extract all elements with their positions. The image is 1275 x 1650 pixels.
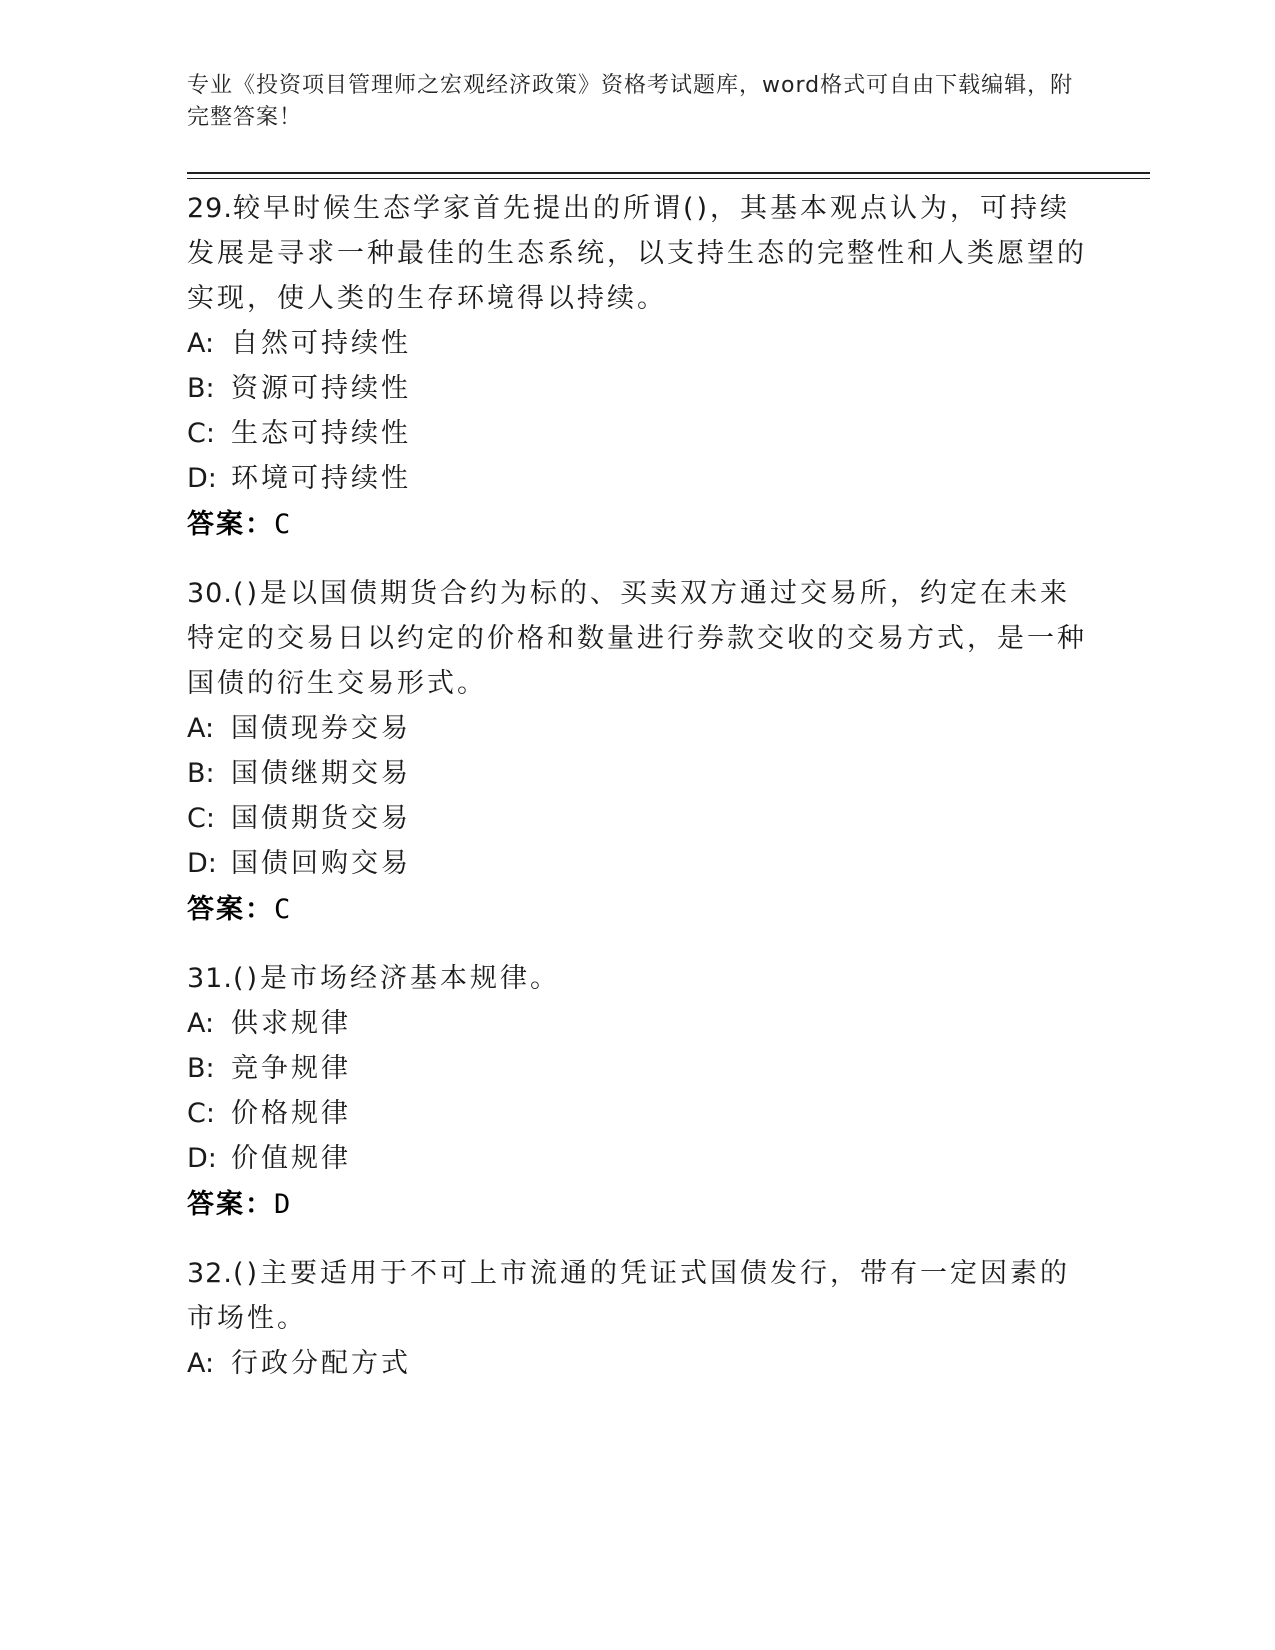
option-text: 资源可持续性 bbox=[231, 373, 411, 404]
option-d bbox=[187, 841, 1087, 886]
option-text: 国债现券交易 bbox=[231, 713, 411, 744]
question-31 bbox=[187, 956, 1087, 1229]
option-text: 自然可持续性 bbox=[231, 328, 411, 359]
question-text bbox=[187, 1251, 1087, 1341]
option-letter: D: bbox=[187, 463, 217, 494]
option-a bbox=[187, 1341, 1087, 1386]
option-c bbox=[187, 796, 1087, 841]
question-number: 30. bbox=[187, 578, 233, 609]
option-text: 国债回购交易 bbox=[231, 848, 411, 879]
question-30 bbox=[187, 571, 1087, 934]
option-text: 价值规律 bbox=[231, 1143, 351, 1174]
option-letter: A: bbox=[187, 328, 215, 359]
answer-label: 答案： bbox=[187, 894, 274, 925]
question-body: ()是市场经济基本规律。 bbox=[232, 963, 561, 994]
header-intro-text: 专业《投资项目管理师之宏观经济政策》资格考试题库，word格式可自由下载编辑，附完整答案！ bbox=[187, 73, 1074, 130]
option-letter: A: bbox=[187, 1008, 215, 1039]
option-letter: C: bbox=[187, 803, 215, 834]
answer-value: C bbox=[274, 894, 293, 925]
option-letter: B: bbox=[187, 373, 215, 404]
option-a bbox=[187, 321, 1087, 366]
document-header bbox=[187, 70, 1087, 134]
question-body: 较早时候生态学家首先提出的所谓()，其基本观点认为，可持续发展是寻求一种最佳的生态系统，以支持生态的完整性和人类愿望的实现，使人类的生存环境得以持续。 bbox=[187, 193, 1087, 314]
option-c bbox=[187, 411, 1087, 456]
answer-line bbox=[187, 1181, 1087, 1229]
option-letter: A: bbox=[187, 1348, 215, 1379]
option-b bbox=[187, 751, 1087, 796]
answer-value: C bbox=[274, 509, 293, 540]
option-d bbox=[187, 456, 1087, 501]
question-number: 32. bbox=[187, 1258, 233, 1289]
option-letter: C: bbox=[187, 1098, 215, 1129]
question-body: ()主要适用于不可上市流通的凭证式国债发行，带有一定因素的市场性。 bbox=[187, 1258, 1071, 1334]
option-letter: C: bbox=[187, 418, 215, 449]
option-letter: D: bbox=[187, 1143, 217, 1174]
option-text: 国债继期交易 bbox=[231, 758, 411, 789]
option-text: 环境可持续性 bbox=[231, 463, 411, 494]
option-c bbox=[187, 1091, 1087, 1136]
option-letter: D: bbox=[187, 848, 217, 879]
question-text bbox=[187, 186, 1087, 321]
option-text: 生态可持续性 bbox=[231, 418, 411, 449]
question-32 bbox=[187, 1251, 1087, 1386]
option-letter: A: bbox=[187, 713, 215, 744]
option-b bbox=[187, 366, 1087, 411]
answer-line bbox=[187, 501, 1087, 549]
option-text: 竞争规律 bbox=[231, 1053, 351, 1084]
answer-label: 答案： bbox=[187, 509, 274, 540]
answer-label: 答案： bbox=[187, 1189, 274, 1220]
option-text: 价格规律 bbox=[231, 1098, 351, 1129]
option-d bbox=[187, 1136, 1087, 1181]
question-text bbox=[187, 956, 1087, 1001]
option-letter: B: bbox=[187, 758, 215, 789]
option-a bbox=[187, 706, 1087, 751]
option-text: 行政分配方式 bbox=[231, 1348, 411, 1379]
answer-value: D bbox=[274, 1189, 293, 1220]
option-text: 供求规律 bbox=[231, 1008, 351, 1039]
option-letter: B: bbox=[187, 1053, 215, 1084]
option-b bbox=[187, 1046, 1087, 1091]
answer-line bbox=[187, 886, 1087, 934]
header-divider-thin bbox=[187, 178, 1150, 179]
option-a bbox=[187, 1001, 1087, 1046]
question-text bbox=[187, 571, 1087, 706]
option-text: 国债期货交易 bbox=[231, 803, 411, 834]
question-number: 31. bbox=[187, 963, 233, 994]
header-divider-thick bbox=[187, 172, 1150, 174]
question-number: 29. bbox=[187, 193, 233, 224]
question-29 bbox=[187, 186, 1087, 549]
question-list bbox=[187, 186, 1087, 1408]
question-body: ()是以国债期货合约为标的、买卖双方通过交易所，约定在未来特定的交易日以约定的价格和数量进行券款交收的交易方式，是一种国债的衍生交易形式。 bbox=[187, 578, 1087, 699]
